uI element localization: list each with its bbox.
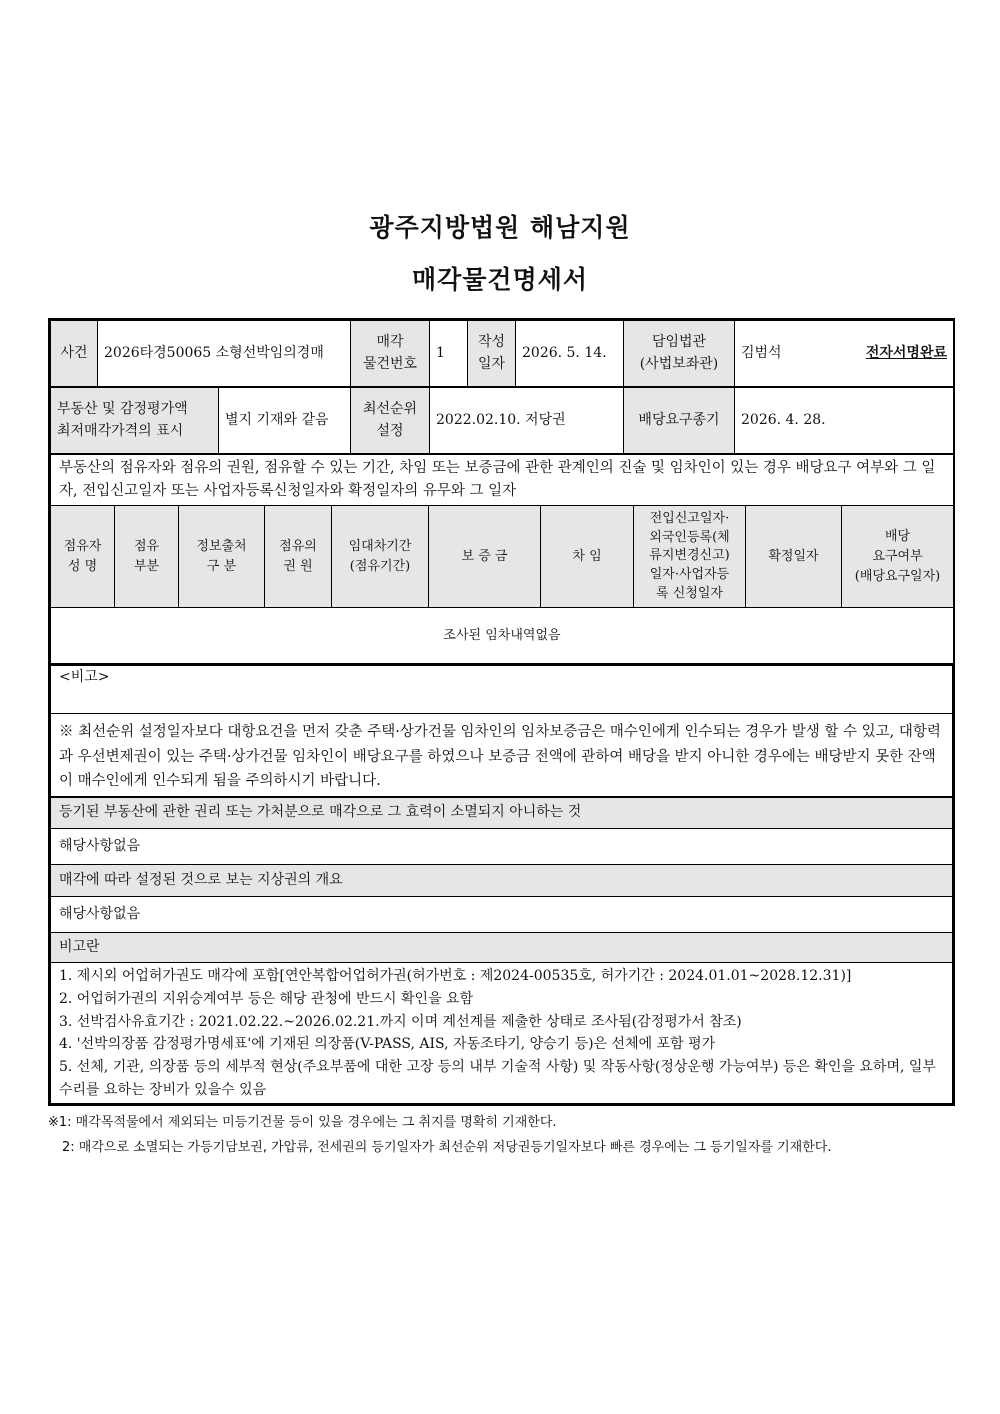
priority-value: 2022.02.10. 저당권 bbox=[430, 388, 624, 454]
property-value: 별지 기재와 같음 bbox=[219, 388, 351, 454]
header-table bbox=[50, 320, 954, 387]
notes-table bbox=[50, 664, 953, 1104]
priority-label: 최선순위 설정 bbox=[351, 388, 430, 454]
col-lease-period: 임대차기간 (점유기간) bbox=[332, 506, 429, 608]
remarks-label: 비고란 bbox=[51, 933, 953, 963]
date-value: 2026. 5. 14. bbox=[516, 321, 624, 387]
col-info-source: 정보출처 구 분 bbox=[179, 506, 265, 608]
sec2-label: 매각에 따라 설정된 것으로 보는 지상권의 개요 bbox=[51, 865, 953, 897]
property-label: 부동산 및 감정평가액 최저매각가격의 표시 bbox=[51, 388, 219, 454]
remark-item: 3. 선박검사유효기간 : 2021.02.22.~2026.02.21.까지 이며 계선계를 제출한 상태로 조사됨(감정평가서 참조) bbox=[59, 1013, 742, 1030]
col-occupancy-right: 점유의 권 원 bbox=[265, 506, 332, 608]
remarks-list bbox=[51, 963, 953, 1104]
occupancy-empty: 조사된 임차내역없음 bbox=[51, 608, 954, 664]
sec2-value: 해당사항없음 bbox=[51, 897, 953, 933]
remark-item: 5. 선체, 기관, 의장품 등의 세부적 현상(주요부품에 대한 고장 등의 내부 기술적 사항) 및 작동사항(정상운행 가능여부) 등은 확인을 요하며, 일부 수리를 요하는 장비가 있을수 있음 bbox=[59, 1058, 936, 1098]
footnote-1: ※1: 매각목적물에서 제외되는 미등기건물 등이 있을 경우에는 그 취지를 명확히 기재한다. bbox=[48, 1115, 557, 1130]
case-value: 2026타경50065 소형선박임의경매 bbox=[98, 321, 351, 387]
occupancy-description: 부동산의 점유자와 점유의 권원, 점유할 수 있는 기간, 차임 또는 보증금에 관한 관계인의 진술 및 임차인이 있는 경우 배당요구 여부와 그 일자, 전입신고일자 또는 사업자등록신청일자와 확정일자의 유무와 그 일자 bbox=[51, 455, 954, 506]
col-rent: 차 임 bbox=[541, 506, 634, 608]
judge-label: 담임법관 (사법보좌관) bbox=[624, 321, 735, 387]
bigo-label: <비고> bbox=[51, 665, 953, 713]
item-no-value: 1 bbox=[430, 321, 468, 387]
remark-item: 1. 제시외 어업허가권도 매각에 포함[연안복합어업허가권(허가번호 : 제2024-00535호, 허가기간 : 2024.01.01~2028.12.31)] bbox=[59, 968, 852, 985]
notice-text: ※ 최선순위 설정일자보다 대항요건을 먼저 갖춘 주택·상가건물 임차인의 임차보증금은 매수인에게 인수되는 경우가 발생 할 수 있고, 대항력과 우선변제권이 있는 주택·상가건물 임차인이 배당요구를 하였으나 보증금 전액에 관하여 배당을 받지 아니한 경우에는 배당받지 못한 잔액이 매수인에게 인수되게 됨을 주의하시기 바랍니다. bbox=[51, 713, 953, 796]
item-no-label: 매각 물건번호 bbox=[351, 321, 430, 387]
occupancy-table bbox=[50, 454, 954, 664]
sec1-value: 해당사항없음 bbox=[51, 829, 953, 865]
court-name: 광주지방법원 해남지원 bbox=[369, 213, 631, 242]
dividend-label: 배당요구종기 bbox=[624, 388, 735, 454]
col-registration-date: 전입신고일자· 외국인등록(체 류지변경신고) 일자·사업자등 록 신청일자 bbox=[634, 506, 746, 608]
col-occupied-part: 점유 부분 bbox=[115, 506, 179, 608]
date-label: 작성 일자 bbox=[468, 321, 516, 387]
remark-item: 4. '선박의장품 감정평가명세표'에 기재된 의장품(V-PASS, AIS, 자동조타기, 양승기 등)은 선체에 포함 평가 bbox=[59, 1036, 716, 1053]
judge-value: 김범석 bbox=[741, 344, 782, 361]
dividend-value: 2026. 4. 28. bbox=[735, 388, 954, 454]
col-occupant-name: 점유자 성 명 bbox=[51, 506, 115, 608]
row2-table bbox=[50, 387, 954, 454]
case-label: 사건 bbox=[51, 321, 98, 387]
col-deposit: 보 증 금 bbox=[429, 506, 541, 608]
specification-form bbox=[48, 318, 955, 1106]
footnote-2: 2: 매각으로 소멸되는 가등기담보권, 가압류, 전세권의 등기일자가 최선순위 저당권등기일자보다 빠른 경우에는 그 등기일자를 기재한다. bbox=[62, 1140, 832, 1155]
judge-cell bbox=[735, 321, 954, 387]
remark-item: 2. 어업허가권의 지위승계여부 등은 해당 관청에 반드시 확인을 요함 bbox=[59, 990, 474, 1007]
sec1-label: 등기된 부동산에 관한 권리 또는 가처분으로 매각으로 그 효력이 소멸되지 아니하는 것 bbox=[51, 797, 953, 829]
esign-status: 전자서명완료 bbox=[865, 344, 947, 361]
col-dividend-request: 배당 요구여부 (배당요구일자) bbox=[842, 506, 954, 608]
col-fixed-date: 확정일자 bbox=[746, 506, 842, 608]
document-title: 매각물건명세서 bbox=[411, 265, 589, 294]
